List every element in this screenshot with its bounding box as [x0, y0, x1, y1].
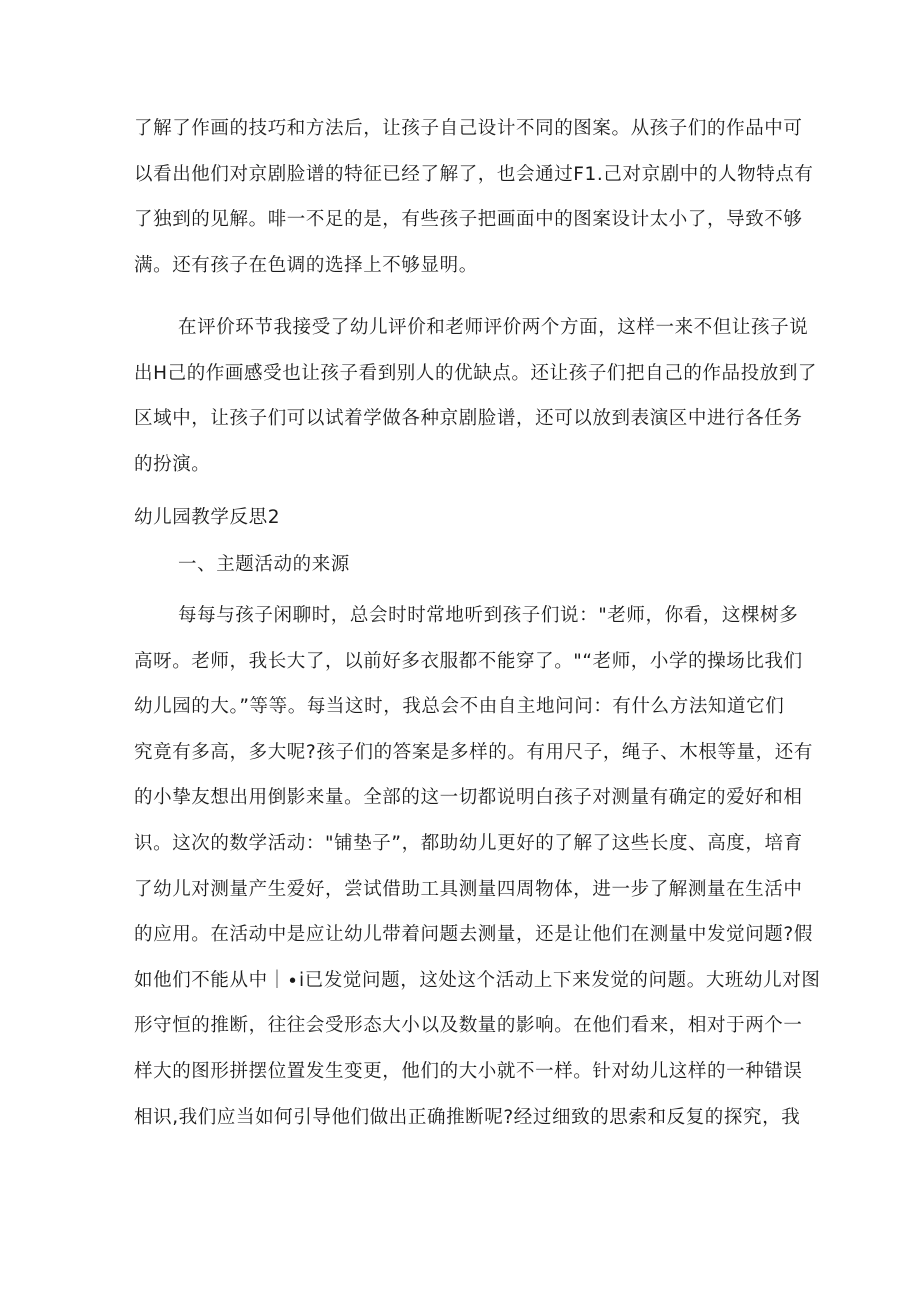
paragraph-3-line: 每每与孩子闲聊时，总会时时常地听到孩子们说："老师，你看，这棵树多	[178, 605, 799, 626]
paragraph-3-line: 样大的图形拼摆位置发生变更，他们的大小就不一样。针对幼儿这样的一种错误	[134, 1060, 803, 1082]
paragraph-1-line: 了解了作画的技巧和方法后，让孩子自己设计不同的图案。从孩子们的作品中可	[134, 118, 803, 139]
paragraph-3	[134, 593, 821, 1140]
paragraph-2-line: 出H己的作画感受也让孩子看到别人的优缺点。还让孩子们把自己的作品投放到了	[134, 362, 818, 384]
paragraph-3-line: 如他们不能从中｜∙i已发觉问题，这处这个活动上下来发觉的问题。大班幼儿对图	[134, 969, 821, 991]
paragraph-3-line: 识。这次的数学活动："铺垫子”，都助幼儿更好的了解了这些长度、高度，培育	[134, 832, 803, 854]
paragraph-3-line: 幼儿园的大。”等等。每当这时，我总会不由自主地问问：有什么方法知道它们	[134, 696, 785, 718]
paragraph-1-line: 以看出他们对京剧脸谱的特征已经了解了，也会通过F1.己对京剧中的人物特点有	[134, 163, 814, 185]
paragraph-1-line: 了独到的见解。啡一不足的是，有些孩子把画面中的图案设计太小了，导致不够	[134, 209, 803, 231]
paragraph-2	[134, 305, 818, 487]
paragraph-3-line: 了幼儿对测量产生爱好，尝试借助工具测量四周物体，进一步了解测量在生活中	[134, 878, 803, 900]
paragraph-3-line: 高呀。老师，我长大了，以前好多衣服都不能穿了。"“老师，小学的操场比我们	[134, 650, 803, 672]
paragraph-3-line: 的应用。在活动中是应让幼儿带着问题去测量，还是让他们在测量中发觉问题?假	[134, 924, 813, 946]
section-title: 幼儿园教学反思2	[134, 507, 281, 528]
paragraph-1	[134, 106, 814, 288]
paragraph-3-line: 形守恒的推断，往往会受形态大小以及数量的影响。在他们看来，相对于两个一	[134, 1015, 803, 1037]
paragraph-2-line: 区域中，让孩子们可以试着学做各种京剧脸谱，还可以放到表演区中进行各任务	[134, 408, 803, 430]
paragraph-1-line: 满。还有孩子在色调的选择上不够显明。	[134, 254, 478, 276]
paragraph-3-line: 相识,我们应当如何引导他们做出正确推断呢?经过细致的思索和反复的探究，我	[134, 1106, 801, 1128]
paragraph-3-line: 究竟有多高，多大呢?孩子们的答案是多样的。有用尺子，绳子、木根等量，还有	[134, 741, 813, 763]
paragraph-2-line: 在评价环节我接受了幼儿评价和老师评价两个方面，这样一来不但让孩子说	[178, 317, 809, 338]
paragraph-2-line: 的扮演。	[134, 453, 211, 475]
paragraph-3-line: 的小挚友想出用倒影来量。全部的这一切都说明白孩子对测量有确定的爱好和相	[134, 787, 803, 809]
subsection-title: 一、主题活动的来源	[178, 554, 350, 575]
